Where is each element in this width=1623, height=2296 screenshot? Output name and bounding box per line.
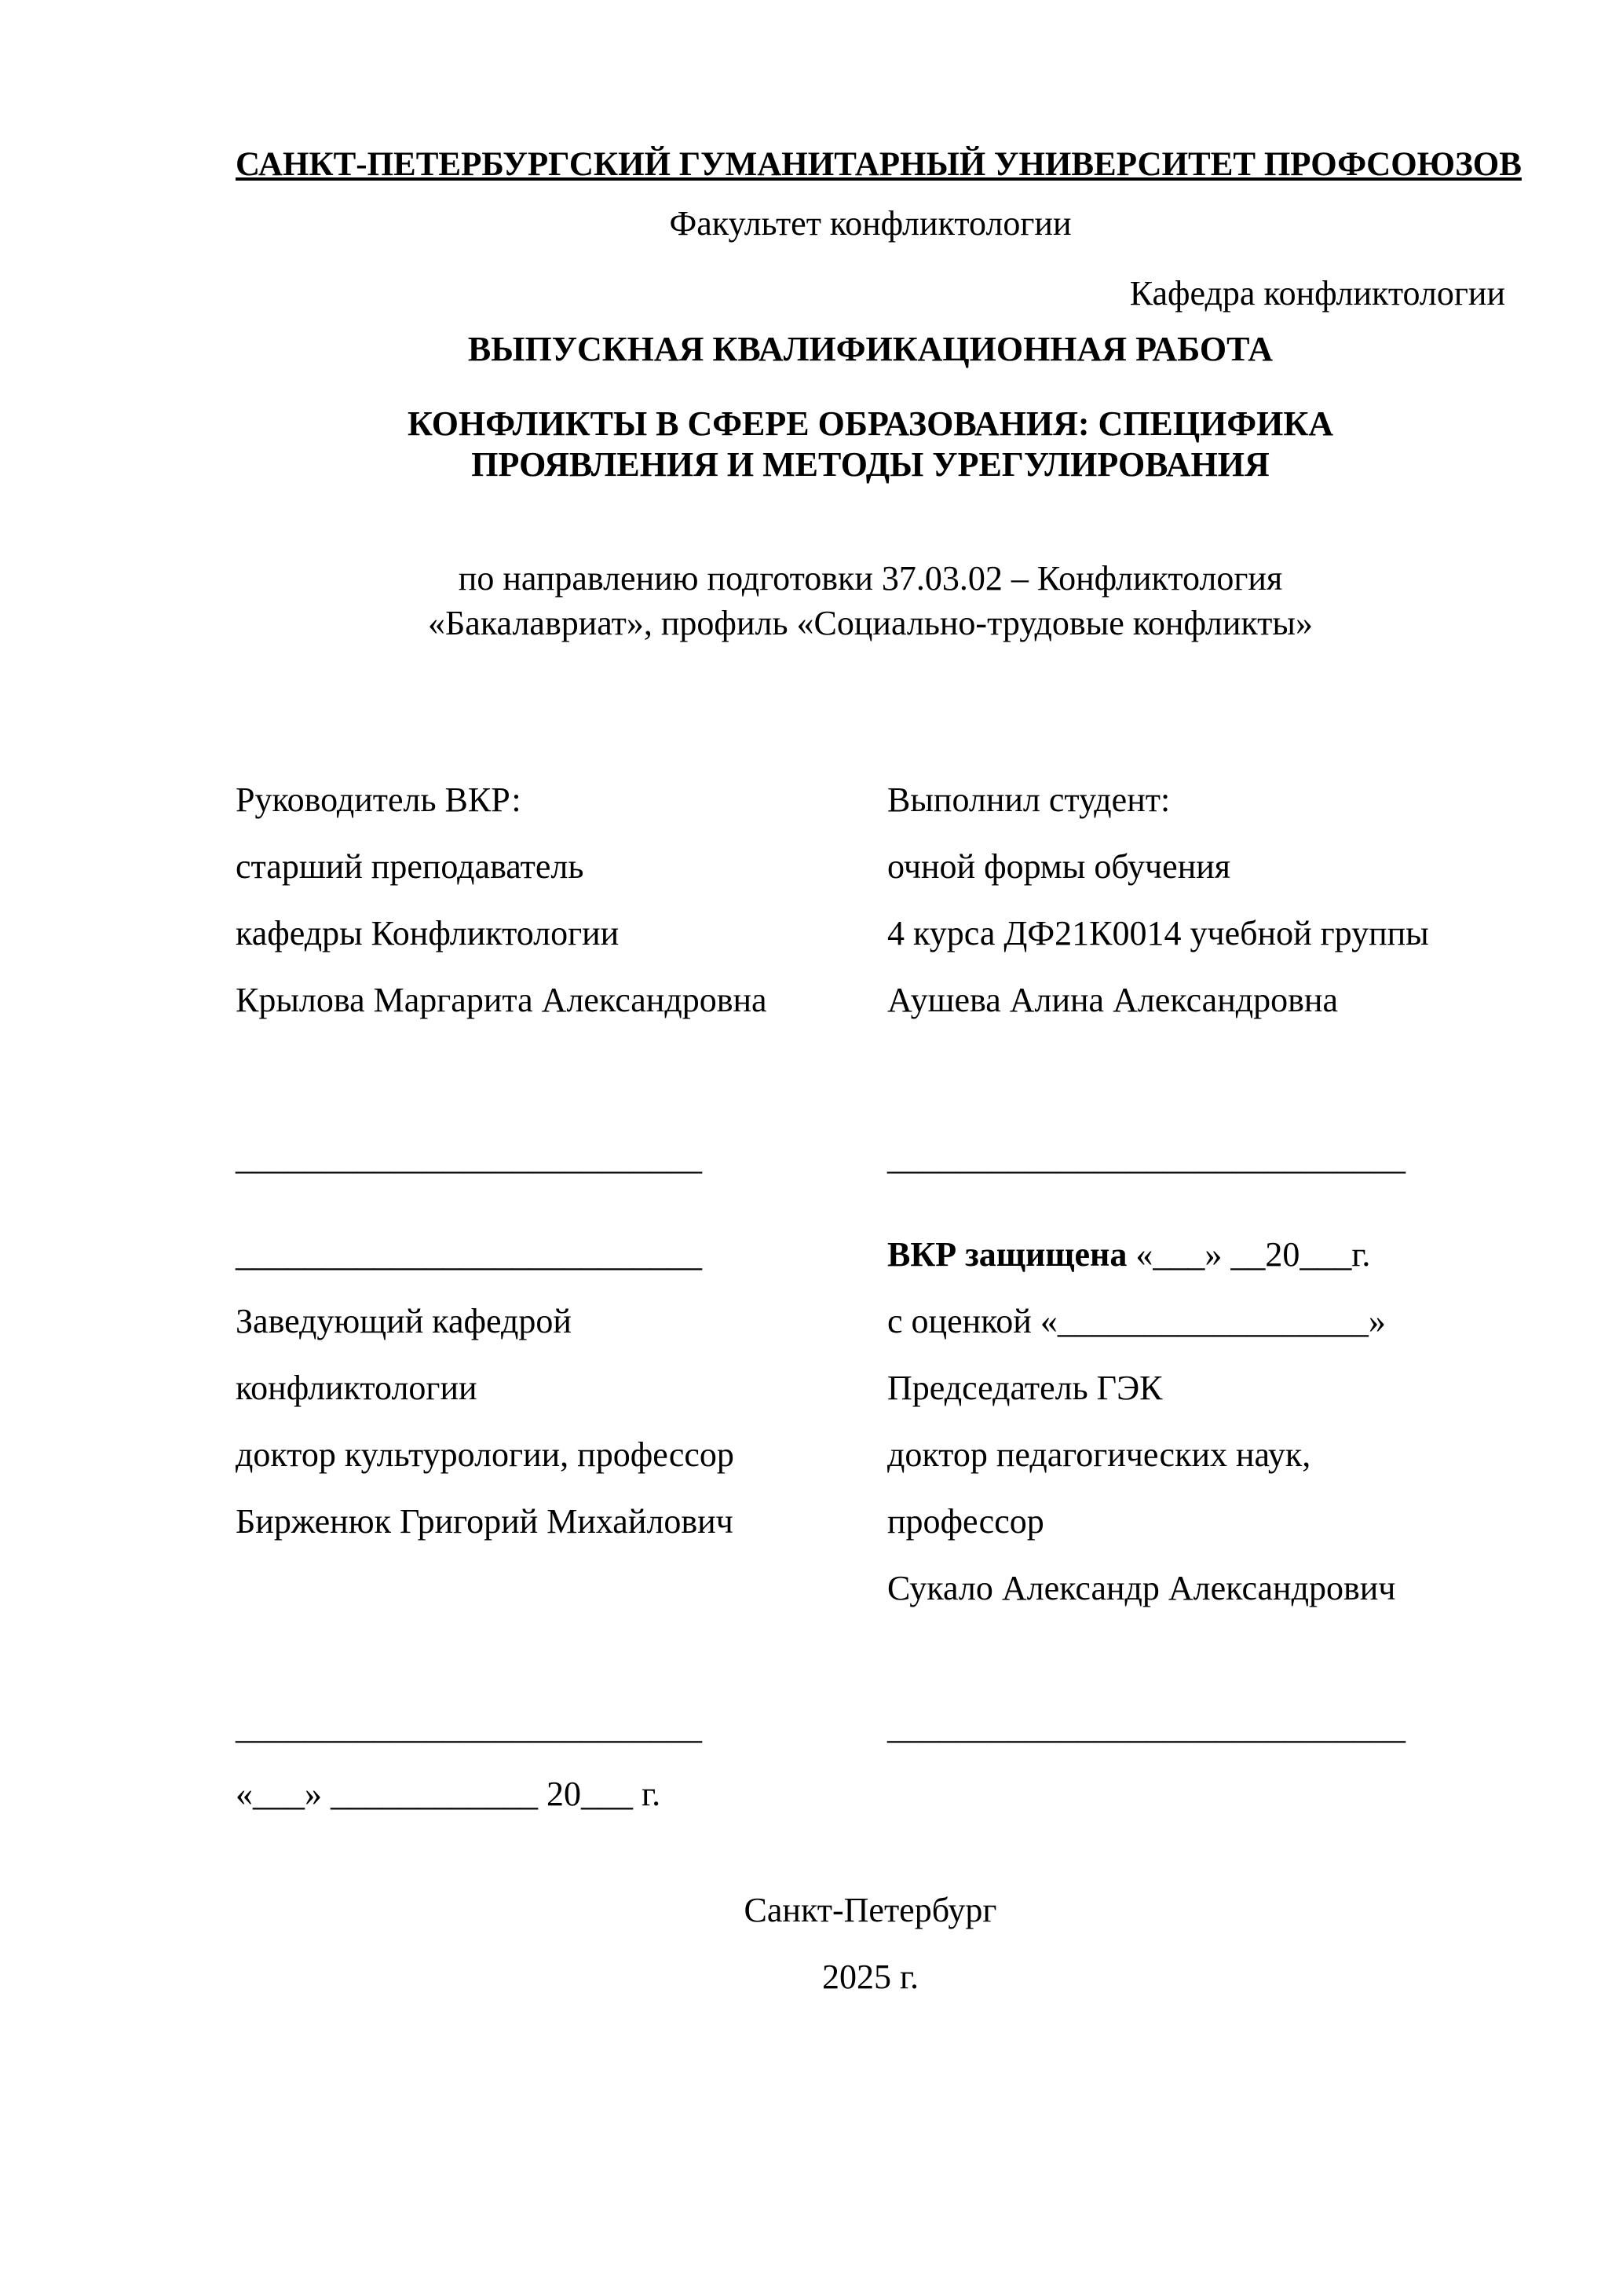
department-head-position-line1: Заведующий кафедрой	[236, 1302, 572, 1340]
chair-degree-line1: доктор педагогических наук,	[887, 1435, 1311, 1474]
thesis-title	[236, 404, 1505, 485]
row-position-2	[236, 900, 1505, 967]
thesis-title-line2: ПРОЯВЛЕНИЯ И МЕТОДЫ УРЕГУЛИРОВАНИЯ	[471, 445, 1270, 484]
row-headings	[236, 766, 1505, 833]
supervisor-name: Крылова Маргарита Александровна	[236, 981, 767, 1019]
student-heading: Выполнил студент:	[887, 781, 1171, 819]
empty-cell	[236, 1555, 887, 1621]
student-info-line2: 4 курса ДФ21К0014 учебной группы	[887, 914, 1429, 952]
row-date	[236, 1760, 1505, 1827]
row-position-1	[236, 833, 1505, 900]
row-signature-defended	[236, 1221, 1505, 1288]
supervisor-position-line1: старший преподаватель	[236, 847, 584, 886]
row-head-name	[236, 1488, 1505, 1555]
supervisor-position-line2: кафедры Конфликтологии	[236, 914, 620, 952]
department-head-position-line3: доктор культурологии, профессор	[236, 1435, 734, 1474]
program-direction: по направлению подготовки 37.03.02 – Конфликтология	[458, 559, 1283, 598]
row-head-chair	[236, 1355, 1505, 1421]
footer-year: 2025 г.	[821, 1958, 919, 1996]
department-head-position-line2: конфликтологии	[236, 1369, 477, 1407]
row-chair-name	[236, 1555, 1505, 1621]
chair-degree-line2: профессор	[887, 1502, 1044, 1541]
faculty-name: Факультет конфликтологии	[669, 204, 1072, 243]
supervisor-signature-line: ___________________________	[236, 1139, 702, 1177]
student-signature-line: ______________________________	[887, 1139, 1406, 1177]
row-signatures-2	[236, 1694, 1505, 1760]
department-head-date-line: «___» ____________ 20___ г.	[236, 1775, 661, 1813]
supervisor-heading: Руководитель ВКР:	[236, 781, 521, 819]
empty-cell	[887, 1760, 1505, 1827]
row-names	[236, 967, 1505, 1033]
work-type-heading: ВЫПУСКНАЯ КВАЛИФИКАЦИОННАЯ РАБОТА	[467, 330, 1274, 368]
defense-defended-date: «___» __20___г.	[1127, 1235, 1371, 1274]
defense-defended-line	[887, 1221, 1505, 1288]
department-name: Кафедра конфликтологии	[1129, 274, 1505, 313]
university-name: САНКТ-ПЕТЕРБУРГСКИЙ ГУМАНИТАРНЫЙ УНИВЕРСИТЕТ ПРОФСОЮЗОВ	[236, 146, 1522, 183]
department-head-name: Бирженюк Григорий Михайлович	[236, 1502, 733, 1541]
row-head-grade	[236, 1288, 1505, 1355]
defense-defended-label: ВКР защищена	[887, 1235, 1128, 1274]
people-section	[236, 766, 1505, 1827]
program-profile: «Бакалавриат», профиль «Социально-трудовые конфликты»	[428, 604, 1313, 642]
department-head-signature-line2: ___________________________	[236, 1708, 702, 1746]
row-degrees	[236, 1421, 1505, 1488]
footer-city: Санкт-Петербург	[744, 1891, 997, 1929]
row-signatures-1	[236, 1124, 1505, 1191]
thesis-title-line1: КОНФЛИКТЫ В СФЕРЕ ОБРАЗОВАНИЯ: СПЕЦИФИКА	[407, 404, 1334, 443]
department-head-signature-line: ___________________________	[236, 1235, 702, 1274]
program-info	[236, 556, 1505, 645]
chair-name: Сукало Александр Александрович	[887, 1569, 1396, 1607]
defense-grade-line: с оценкой «__________________»	[887, 1302, 1386, 1340]
student-info-line1: очной формы обучения	[887, 847, 1231, 886]
student-name: Аушева Алина Александровна	[887, 981, 1338, 1019]
defense-committee-chair: Председатель ГЭК	[887, 1369, 1163, 1407]
chair-signature-line: ______________________________	[887, 1708, 1406, 1746]
